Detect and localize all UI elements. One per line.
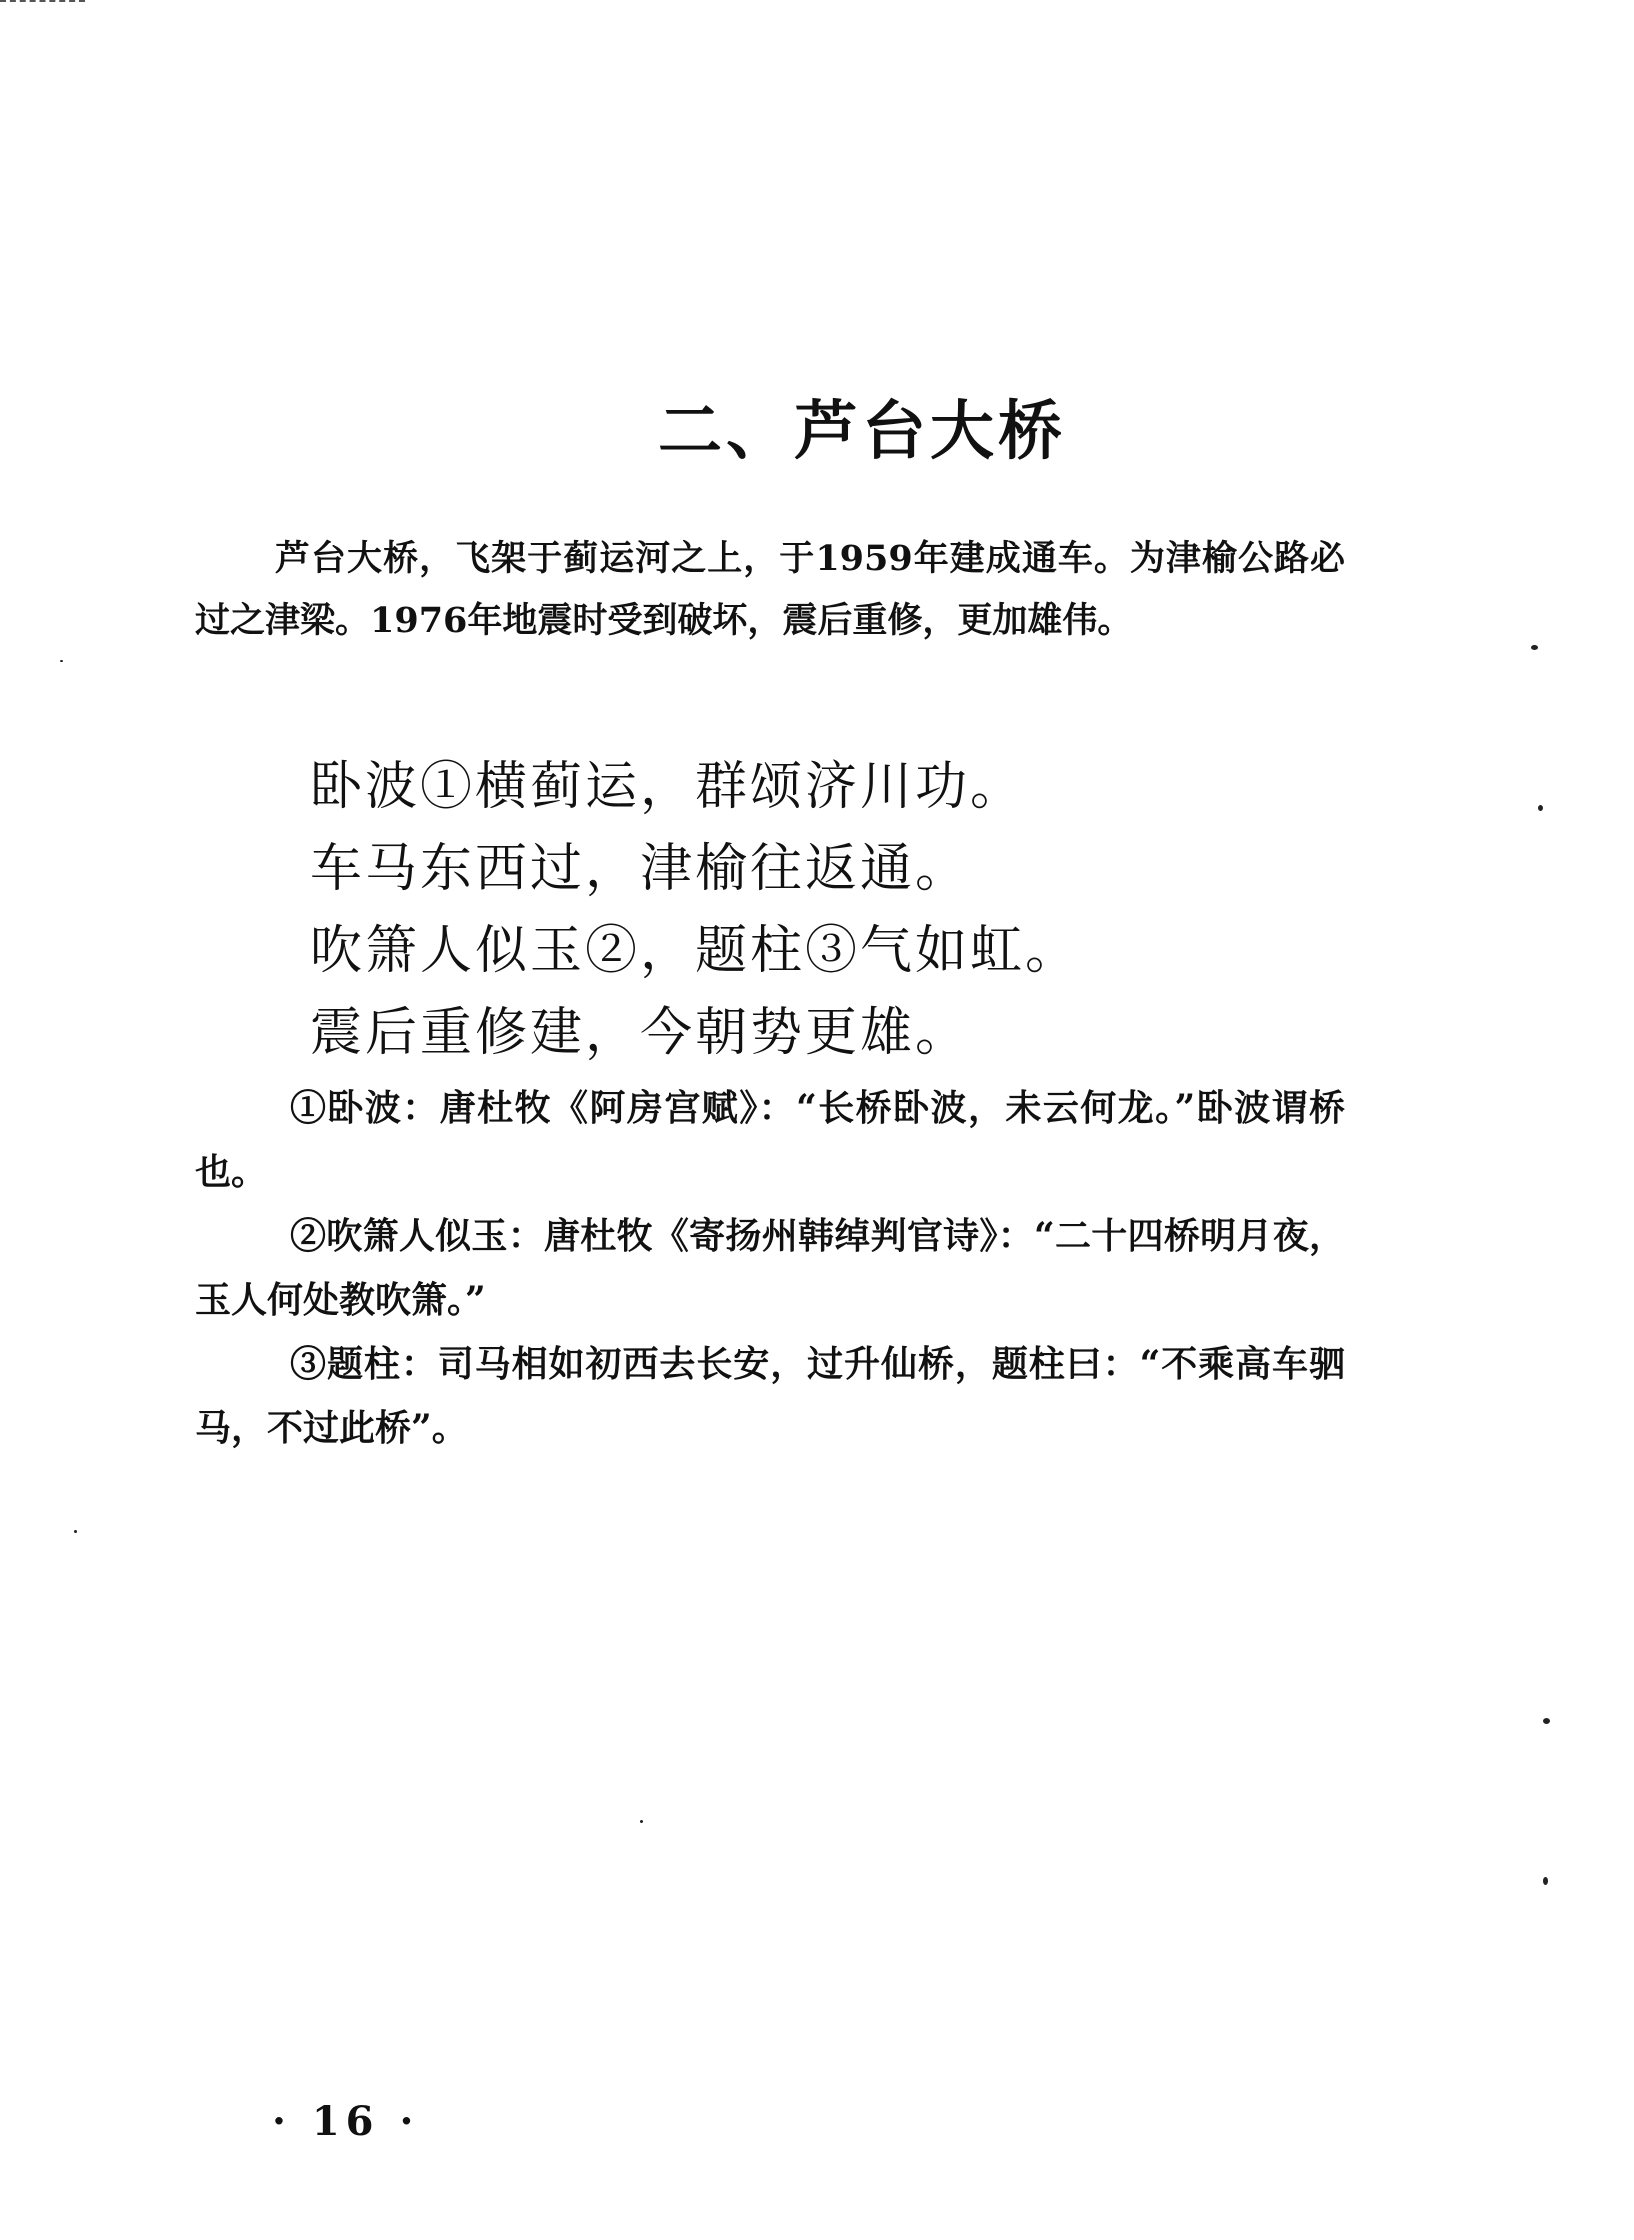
poem-line: 震后重修建，今朝势更雄。: [310, 1003, 971, 1063]
scan-speck: [1531, 645, 1538, 650]
poem-line: 卧波①横蓟运，群颂济川功。: [310, 757, 1026, 817]
scan-speck: [1543, 1718, 1550, 1724]
scan-speck: [1538, 805, 1543, 811]
footnotes: [195, 1076, 1345, 1460]
page-number: · 16 ·: [272, 2098, 420, 2145]
scan-speck: [640, 1820, 643, 1823]
scan-speck: [1543, 1877, 1548, 1885]
poem: [310, 746, 1210, 1074]
scan-edge-mark: [0, 0, 85, 6]
section-title: 二、芦台大桥: [658, 394, 1066, 469]
scan-speck: [60, 660, 63, 662]
poem-line: 吹箫人似玉②，题柱③气如虹。: [310, 921, 1081, 981]
footnote-2: ②吹箫人似玉：唐杜牧《寄扬州韩绰判官诗》：“二十四桥明月夜，玉人何处教吹箫。”: [195, 1215, 1345, 1321]
footnote-1: ①卧波：唐杜牧《阿房宫赋》：“长桥卧波，未云何龙。”卧波谓桥也。: [195, 1087, 1345, 1193]
scan-speck: [74, 1530, 77, 1533]
intro-paragraph: 芦台大桥，飞架于蓟运河之上，于1959年建成通车。为津榆公路必过之津梁。1976年地震时受到破坏，震后重修，更加雄伟。: [195, 538, 1345, 641]
poem-line: 车马东西过，津榆往返通。: [310, 839, 971, 899]
footnote-3: ③题柱：司马相如初西去长安，过升仙桥，题柱曰：“不乘高车驷马，不过此桥”。: [195, 1343, 1345, 1449]
